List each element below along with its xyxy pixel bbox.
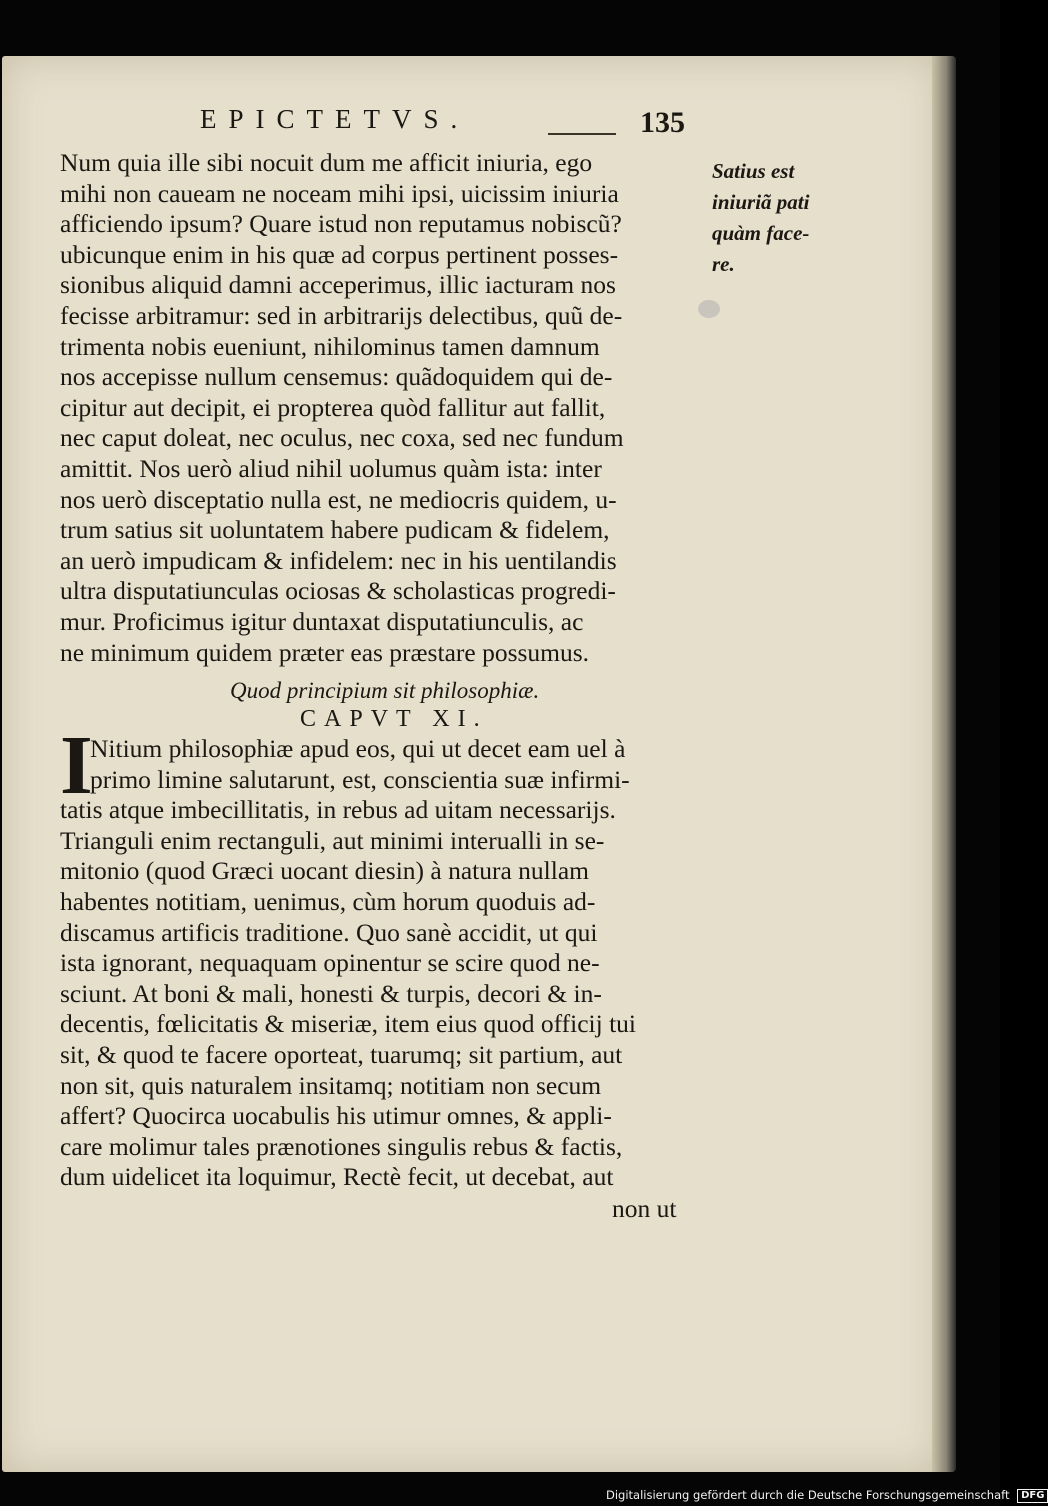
- text-line: an uerò impudicam & infidelem: nec in his uentilandis: [60, 545, 617, 575]
- marginal-note-line: iniuriã pati: [712, 190, 810, 214]
- page-number: 135: [640, 106, 685, 139]
- marginal-note-line: quàm face-: [712, 221, 810, 245]
- header-rule: [548, 133, 616, 135]
- text-line: ista ignorant, nequaquam opinentur se scire quod ne-: [60, 948, 600, 978]
- text-line: cipitur aut decipit, ei propterea quòd fallitur aut fallit,: [60, 392, 606, 422]
- dfg-logo-icon: DFG: [1017, 1489, 1048, 1503]
- text-line: sionibus aliquid damni acceperimus, illic iacturam nos: [60, 270, 616, 300]
- drop-cap: I: [60, 719, 93, 812]
- text-line: discamus artificis traditione. Quo sanè accidit, ut qui: [60, 917, 598, 947]
- chapter-text: [60, 734, 700, 1193]
- text-line: decentis, fœlicitatis & miseriæ, item eius quod officij tui: [60, 1009, 637, 1039]
- marginal-note-line: Satius est: [712, 159, 795, 183]
- catchword: non ut: [612, 1194, 677, 1223]
- text-line: Num quia ille sibi nocuit dum me afficit iniuria, ego: [60, 148, 593, 177]
- section-title: Quod principium sit philosophiæ.: [230, 678, 540, 703]
- text-line: primo limine salutarunt, est, conscientia suæ infirmi-: [90, 764, 630, 794]
- text-line: afficiendo ipsum? Quare istud non reputamus nobiscũ?: [60, 209, 622, 239]
- text-line: sciunt. At boni & mali, honesti & turpis, decori & in-: [60, 978, 602, 1008]
- running-head: EPICTETVS.: [200, 104, 470, 134]
- funding-text: Digitalisierung gefördert durch die Deutsche Forschungsgemeinschaft: [606, 1488, 1010, 1502]
- chapter-heading: CAPVT XI.: [300, 706, 488, 732]
- text-line: mihi non caueam ne noceam mihi ipsi, uicissim iniuria: [60, 178, 619, 208]
- text-line: mitonio (quod Græci uocant diesin) à natura nullam: [60, 856, 590, 886]
- funding-footer: [606, 1488, 1048, 1503]
- body-text: [60, 148, 700, 668]
- text-line: nec caput doleat, nec oculus, nec coxa, sed nec fundum: [60, 423, 624, 453]
- text-line: habentes notitiam, uenimus, cùm horum quoduis ad-: [60, 886, 596, 916]
- text-line: affert? Quocirca uocabulis his utimur omnes, & appli-: [60, 1101, 612, 1131]
- text-line: ne minimum quidem præter eas præstare possumus.: [60, 637, 590, 667]
- text-line: care molimur tales prænotiones singulis rebus & factis,: [60, 1131, 623, 1161]
- text-line: amittit. Nos uerò aliud nihil uolumus quàm ista: inter: [60, 453, 602, 483]
- text-line: trum satius sit uoluntatem habere pudicam & fidelem,: [60, 515, 610, 545]
- text-line: ultra disputatiunculas ociosas & scholasticas progredi-: [60, 576, 616, 606]
- paper-edge: [932, 56, 956, 1472]
- text-line: non sit, quis naturalem insitamq; notitiam non secum: [60, 1070, 602, 1100]
- text-line: Nitium philosophiæ apud eos, qui ut decet eam uel à: [90, 734, 626, 763]
- text-line: dum uidelicet ita loquimur, Rectè fecit, ut decebat, aut: [60, 1162, 614, 1192]
- text-line: Trianguli enim rectanguli, aut minimi interualli in se-: [60, 825, 605, 855]
- catchword-block: [612, 1194, 712, 1225]
- text-line: fecisse arbitramur: sed in arbitrarijs delectibus, quũ de-: [60, 300, 623, 330]
- text-line: trimenta nobis eueniunt, nihilominus tamen damnum: [60, 331, 600, 361]
- text-line: mur. Proficimus igitur duntaxat disputatiunculis, ac: [60, 606, 584, 636]
- text-line: nos uerò disceptatio nulla est, ne mediocris quidem, u-: [60, 484, 617, 514]
- marginal-note-line: re.: [712, 252, 735, 276]
- text-line: sit, & quod te facere oporteat, tuarumq; sit partium, aut: [60, 1039, 623, 1069]
- paper-stain: [698, 300, 720, 318]
- marginal-note: [712, 156, 812, 280]
- text-line: nos accepisse nullum censemus: quãdoquidem qui de-: [60, 362, 613, 392]
- text-line: ubicunque enim in his quæ ad corpus pertinent posses-: [60, 239, 619, 269]
- text-line: tatis atque imbecillitatis, in rebus ad uitam necessarijs.: [60, 795, 616, 825]
